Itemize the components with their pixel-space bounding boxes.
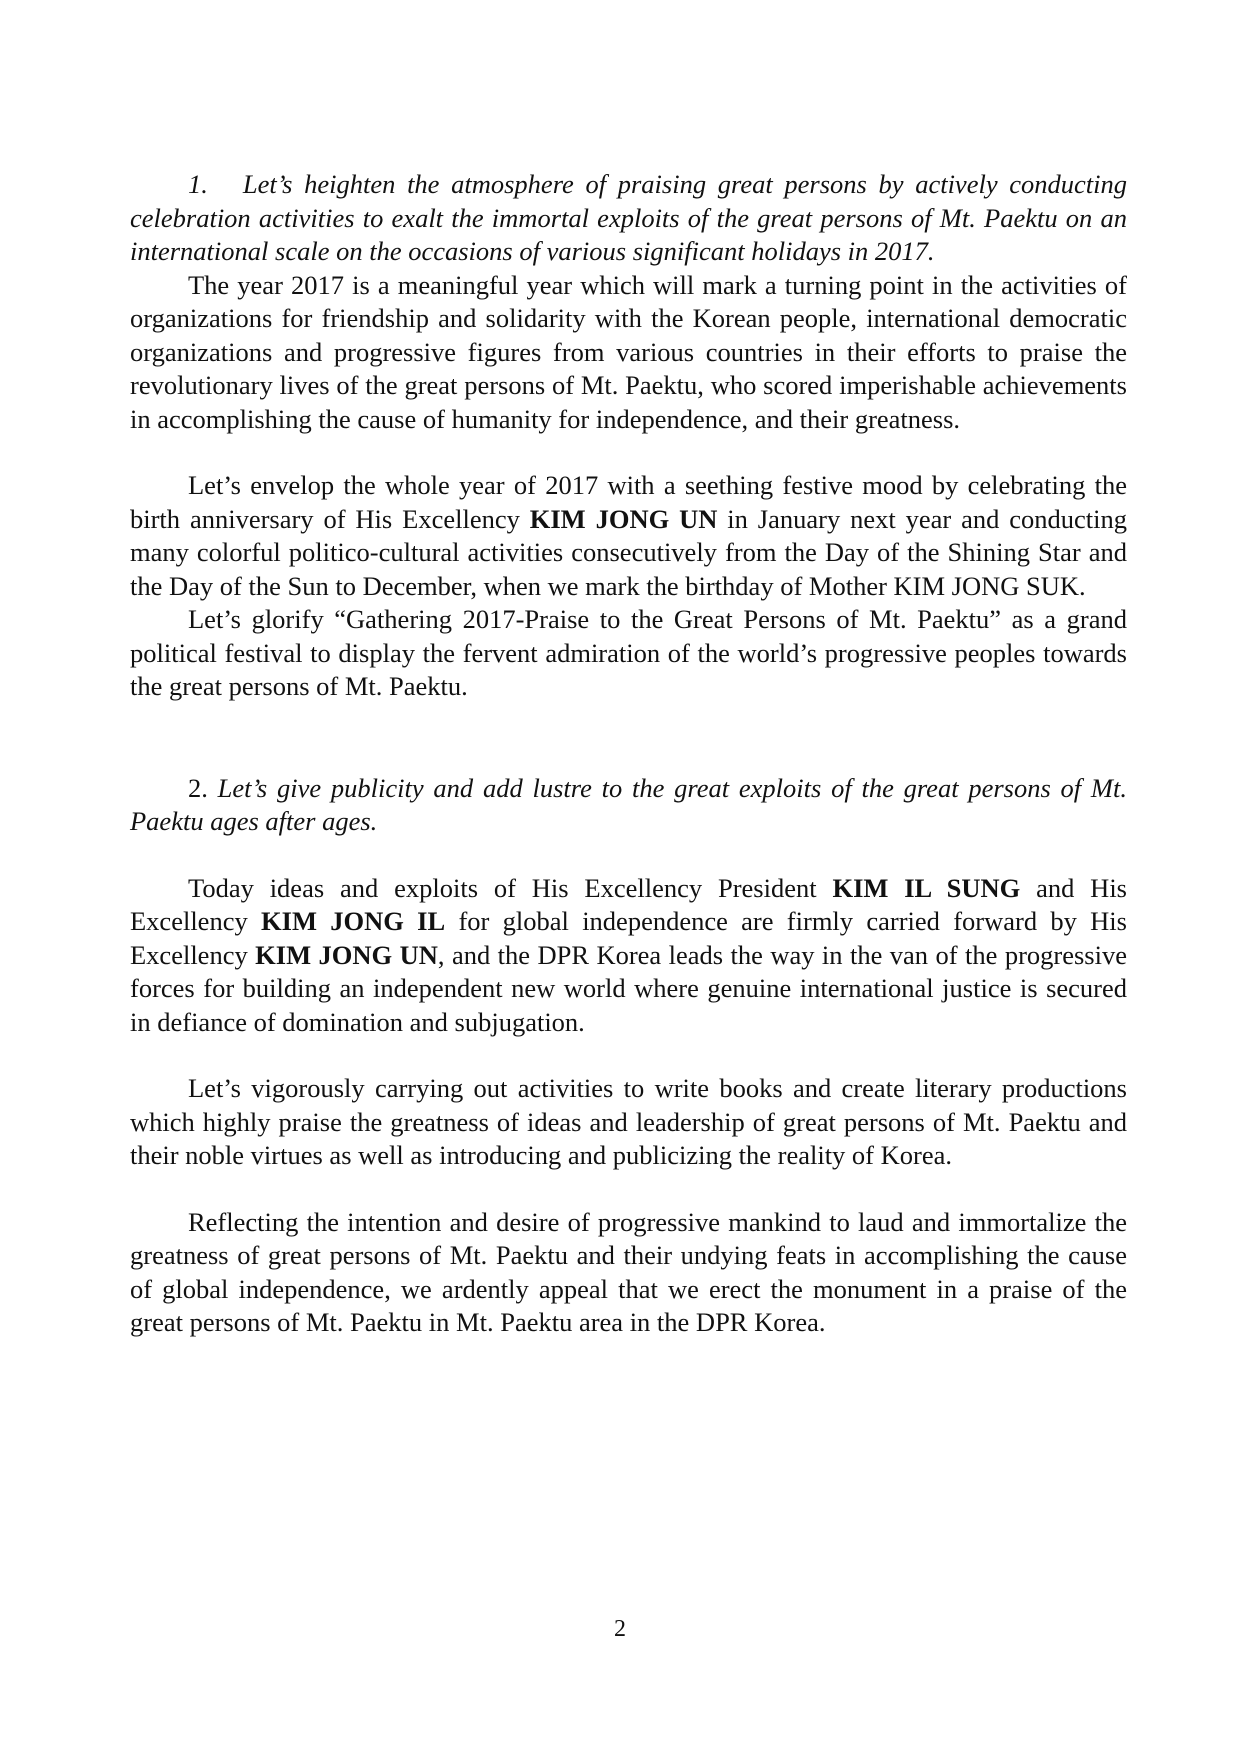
section-1-paragraph-2 (130, 469, 1127, 603)
section-2-paragraph-1 (130, 872, 1127, 1040)
section-2-number: 2. (188, 772, 218, 803)
spacer (130, 436, 1127, 469)
text: for global independence are firmly carried forward by His Excellency (130, 906, 1127, 970)
section-1-paragraph-3: Let’s glorify “Gathering 2017-Praise to the Great Persons of Mt. Paektu” as a grand political festival to display the fervent admiration of the world’s progressive peoples towards the great persons of Mt. Paektu. (130, 604, 1127, 701)
section-2-heading (130, 772, 1127, 839)
section-2-paragraph-3: Reflecting the intention and desire of progressive mankind to laud and immortalize the greatness of great persons of Mt. Paektu and their undying feats in accomplishing the cause of global independence, we ardently appeal that we erect the monument in a praise of the great persons of Mt. Paektu in Mt. Paektu area in the DPR Korea. (130, 1206, 1127, 1337)
spacer (130, 839, 1127, 872)
document-page (130, 168, 1127, 1340)
bold-name: KIM JONG IL (261, 906, 446, 936)
text: Today ideas and exploits of His Excellency President (188, 872, 833, 903)
section-1-paragraph-1: The year 2017 is a meaningful year which will mark a turning point in the activities of organizations for friendship and solidarity with the Korean people, international democratic organizations and progressive figures from various countries in their efforts to praise the revolutionary lives of the great persons of Mt. Paektu, who scored imperishable achievements in accomplishing the cause of humanity for independence, and their greatness. (130, 269, 1127, 434)
text: and His Excellency (130, 872, 1127, 936)
text: , and the DPR Korea leads the way in the van of the progressive forces for building an independent new world where genuine international justice is secured in defiance of domination and subjugation. (130, 939, 1127, 1037)
page-number: 2 (614, 1616, 626, 1642)
bold-name: KIM JONG UN (529, 503, 718, 534)
spacer (130, 704, 1127, 772)
text: in January next year and conducting many colorful politico-cultural activities consecutively from the Day of the Shining Star and the Day of the Sun to December, when we mark the birthday of Mother KIM JONG SUK. (130, 503, 1128, 601)
spacer (130, 1039, 1127, 1072)
text: Let’s envelop the whole year of 2017 with a seething festive mood by celebrating the birth anniversary of His Excellency (130, 470, 1127, 534)
bold-name: KIM IL SUNG (832, 872, 1021, 903)
section-1-heading: 1. Let’s heighten the atmosphere of praising great persons by actively conducting celebration activities to exalt the immortal exploits of the great persons of Mt. Paektu on an international scale on the occasions of various significant holidays in 2017. (130, 169, 1127, 266)
bold-name: KIM JONG UN (255, 939, 438, 970)
section-2-heading-text: Let’s give publicity and add lustre to the great exploits of the great persons of Mt. Paektu ages after ages. (130, 772, 1127, 836)
spacer (130, 1173, 1127, 1206)
section-2-paragraph-2: Let’s vigorously carrying out activities to write books and create literary productions which highly praise the greatness of ideas and leadership of great persons of Mt. Paektu and their noble virtues as well as introducing and publicizing the reality of Korea. (130, 1073, 1127, 1170)
